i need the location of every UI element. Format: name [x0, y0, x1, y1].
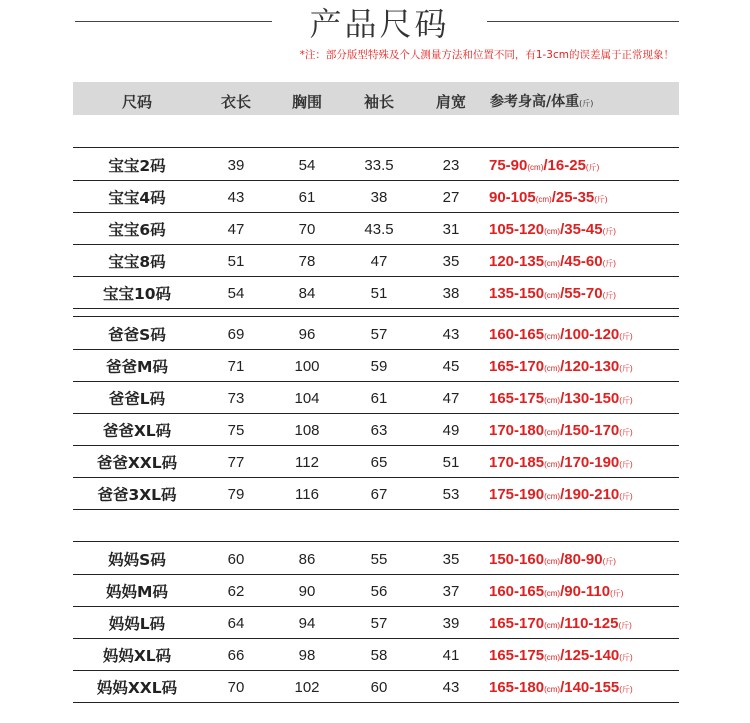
table-row — [73, 381, 679, 414]
table-row — [73, 349, 679, 382]
cell-sleeve: 33.5 — [364, 157, 394, 174]
cell-name: 宝宝4码 — [108, 189, 166, 207]
cell-length: 75 — [227, 422, 245, 439]
cell-shoulder: 35 — [442, 551, 460, 568]
ref-height: 150-160 — [489, 551, 545, 568]
cell-length: 60 — [227, 551, 245, 568]
cell-chest: 70 — [298, 221, 316, 238]
ref-jin: (斤) — [594, 195, 608, 204]
ref-height: 135-150 — [489, 285, 545, 302]
cell-length: 77 — [227, 454, 245, 471]
ref-height: 165-170 — [489, 615, 545, 632]
cell-sleeve: 51 — [370, 285, 388, 302]
cell-chest: 98 — [298, 647, 316, 664]
ref-weight: /45-60 — [560, 253, 603, 270]
cell-name: 宝宝10码 — [102, 285, 172, 303]
header-size: 尺码 — [121, 93, 153, 111]
cell-shoulder: 47 — [442, 390, 460, 407]
ref-jin: (斤) — [619, 653, 633, 662]
ref-weight: /90-110 — [560, 583, 611, 600]
cell-name: 妈妈L码 — [108, 615, 166, 633]
cell-shoulder: 45 — [442, 358, 460, 375]
cell-sleeve: 67 — [370, 486, 388, 503]
ref-height: 165-170 — [489, 358, 545, 375]
title-rule-left — [75, 21, 272, 22]
page-title: 产品尺码 — [309, 5, 450, 43]
cell-sleeve: 57 — [370, 326, 388, 343]
cell-chest: 78 — [298, 253, 316, 270]
cell-length: 54 — [227, 285, 245, 302]
ref-jin: (斤) — [619, 364, 633, 373]
cell-sleeve: 56 — [370, 583, 388, 600]
ref-cm: (cm) — [544, 492, 561, 501]
header-chest: 胸围 — [291, 93, 323, 111]
cell-ref — [489, 670, 633, 708]
ref-cm: (cm) — [544, 589, 561, 598]
ref-cm: (cm) — [544, 364, 561, 373]
ref-height: 170-180 — [489, 422, 545, 439]
ref-weight: /35-45 — [560, 221, 603, 238]
cell-sleeve: 61 — [370, 390, 388, 407]
cell-chest: 96 — [298, 326, 316, 343]
ref-jin: (斤) — [602, 259, 616, 268]
cell-shoulder: 23 — [442, 157, 460, 174]
cell-sleeve: 38 — [370, 189, 388, 206]
ref-jin: (斤) — [610, 589, 624, 598]
cell-ref — [489, 276, 616, 314]
ref-cm: (cm) — [544, 332, 561, 341]
cell-ref — [489, 477, 633, 515]
ref-cm: (cm) — [544, 428, 561, 437]
ref-height: 160-165 — [489, 326, 545, 343]
cell-name: 爸爸XL码 — [102, 422, 172, 440]
cell-chest: 94 — [298, 615, 316, 632]
ref-jin: (斤) — [602, 291, 616, 300]
ref-cm: (cm) — [544, 685, 561, 694]
cell-sleeve: 57 — [370, 615, 388, 632]
ref-height: 105-120 — [489, 221, 545, 238]
cell-length: 70 — [227, 679, 245, 696]
table-row — [73, 606, 679, 639]
ref-jin: (斤) — [602, 227, 616, 236]
cell-shoulder: 39 — [442, 615, 460, 632]
cell-shoulder: 27 — [442, 189, 460, 206]
ref-jin: (斤) — [619, 492, 633, 501]
ref-weight: /80-90 — [560, 551, 603, 568]
cell-sleeve: 59 — [370, 358, 388, 375]
table-row — [73, 477, 679, 510]
table-row — [73, 670, 679, 703]
cell-length: 73 — [227, 390, 245, 407]
ref-weight: /190-210 — [560, 486, 620, 503]
cell-name: 妈妈M码 — [106, 583, 168, 601]
ref-weight: /110-125 — [560, 615, 619, 632]
ref-cm: (cm) — [544, 227, 561, 236]
ref-height: 90-105 — [489, 189, 536, 206]
table-row — [73, 180, 679, 213]
ref-cm: (cm) — [544, 621, 561, 630]
cell-shoulder: 41 — [442, 647, 460, 664]
cell-length: 69 — [227, 326, 245, 343]
table-row — [73, 445, 679, 478]
ref-jin: (斤) — [619, 685, 633, 694]
ref-weight: /150-170 — [560, 422, 620, 439]
cell-length: 51 — [227, 253, 245, 270]
ref-cm: (cm) — [527, 163, 544, 172]
cell-name: 宝宝6码 — [108, 221, 166, 239]
cell-shoulder: 37 — [442, 583, 460, 600]
group-divider — [73, 316, 679, 317]
group-divider — [73, 541, 679, 542]
ref-height: 175-190 — [489, 486, 545, 503]
table-row — [73, 276, 679, 309]
cell-length: 47 — [227, 221, 245, 238]
ref-jin: (斤) — [585, 163, 600, 172]
cell-shoulder: 31 — [442, 221, 460, 238]
ref-height: 165-180 — [489, 679, 545, 696]
cell-shoulder: 51 — [442, 454, 460, 471]
ref-cm: (cm) — [535, 195, 552, 204]
cell-chest: 86 — [298, 551, 316, 568]
cell-shoulder: 43 — [442, 679, 460, 696]
cell-chest: 112 — [295, 454, 319, 471]
cell-name: 爸爸L码 — [108, 390, 166, 408]
header-ref — [490, 82, 593, 124]
cell-length: 79 — [227, 486, 245, 503]
cell-name: 宝宝2码 — [108, 157, 166, 175]
cell-chest: 90 — [298, 583, 316, 600]
ref-cm: (cm) — [544, 653, 561, 662]
ref-height: 160-165 — [489, 583, 545, 600]
ref-cm: (cm) — [544, 291, 561, 300]
measurement-note: *注：部分版型特殊及个人测量方法和位置不同，有1-3cm的误差属于正常现象！ — [299, 49, 674, 61]
cell-shoulder: 53 — [442, 486, 460, 503]
ref-weight: /25-35 — [551, 189, 595, 206]
cell-length: 64 — [227, 615, 245, 632]
header-sleeve: 袖长 — [363, 93, 395, 111]
table-row — [73, 638, 679, 671]
table-row — [73, 148, 679, 181]
cell-name: 爸爸3XL码 — [97, 486, 177, 504]
ref-weight: /120-130 — [560, 358, 620, 375]
table-header — [73, 82, 679, 115]
ref-cm: (cm) — [544, 259, 561, 268]
cell-sleeve: 65 — [370, 454, 388, 471]
header-length: 衣长 — [220, 93, 252, 111]
cell-name: 妈妈XXL码 — [96, 679, 178, 697]
ref-weight: /16-25 — [543, 157, 586, 174]
ref-jin: (斤) — [602, 557, 616, 566]
table-row — [73, 317, 679, 350]
cell-sleeve: 55 — [370, 551, 388, 568]
ref-jin: (斤) — [619, 460, 633, 469]
ref-height: 165-175 — [489, 647, 545, 664]
cell-name: 宝宝8码 — [108, 253, 166, 271]
cell-shoulder: 49 — [442, 422, 460, 439]
ref-jin: (斤) — [619, 396, 633, 405]
cell-length: 43 — [227, 189, 245, 206]
cell-chest: 116 — [295, 486, 319, 503]
table-row — [73, 244, 679, 277]
cell-sleeve: 47 — [370, 253, 388, 270]
cell-sleeve: 60 — [370, 679, 388, 696]
cell-chest: 108 — [294, 422, 320, 439]
cell-chest: 61 — [298, 189, 316, 206]
cell-name: 妈妈XL码 — [102, 647, 172, 665]
ref-weight: /130-150 — [560, 390, 620, 407]
cell-name: 爸爸XXL码 — [96, 454, 178, 472]
ref-weight: /170-190 — [560, 454, 620, 471]
ref-height: 120-135 — [489, 253, 545, 270]
cell-length: 66 — [227, 647, 245, 664]
table-row — [73, 542, 679, 575]
ref-height: 75-90 — [489, 157, 528, 174]
cell-length: 39 — [227, 157, 245, 174]
cell-shoulder: 38 — [442, 285, 460, 302]
header-shoulder: 肩宽 — [435, 93, 467, 111]
cell-length: 62 — [227, 583, 245, 600]
ref-weight: /125-140 — [560, 647, 620, 664]
cell-chest: 104 — [294, 390, 320, 407]
ref-weight: /100-120 — [560, 326, 620, 343]
cell-shoulder: 35 — [442, 253, 460, 270]
ref-cm: (cm) — [544, 557, 561, 566]
cell-name: 爸爸M码 — [106, 358, 168, 376]
group-divider — [73, 147, 679, 148]
ref-weight: /140-155 — [560, 679, 620, 696]
header-ref-unit: (斤) — [579, 99, 594, 108]
cell-chest: 54 — [298, 157, 316, 174]
cell-chest: 100 — [294, 358, 320, 375]
ref-cm: (cm) — [544, 396, 561, 405]
table-row — [73, 413, 679, 446]
ref-jin: (斤) — [618, 621, 632, 630]
cell-sleeve: 58 — [370, 647, 388, 664]
table-row — [73, 574, 679, 607]
ref-height: 165-175 — [489, 390, 545, 407]
ref-jin: (斤) — [619, 428, 633, 437]
title-rule-right — [487, 21, 679, 22]
cell-name: 爸爸S码 — [108, 326, 166, 344]
cell-chest: 102 — [294, 679, 320, 696]
cell-name: 妈妈S码 — [108, 551, 166, 569]
cell-sleeve: 43.5 — [364, 221, 394, 238]
header-ref-label: 参考身高/体重 — [490, 94, 580, 110]
cell-length: 71 — [227, 358, 245, 375]
cell-shoulder: 43 — [442, 326, 460, 343]
cell-chest: 84 — [298, 285, 316, 302]
ref-jin: (斤) — [619, 332, 633, 341]
ref-height: 170-185 — [489, 454, 545, 471]
ref-weight: /55-70 — [560, 285, 603, 302]
ref-cm: (cm) — [544, 460, 561, 469]
table-row — [73, 212, 679, 245]
cell-sleeve: 63 — [370, 422, 388, 439]
